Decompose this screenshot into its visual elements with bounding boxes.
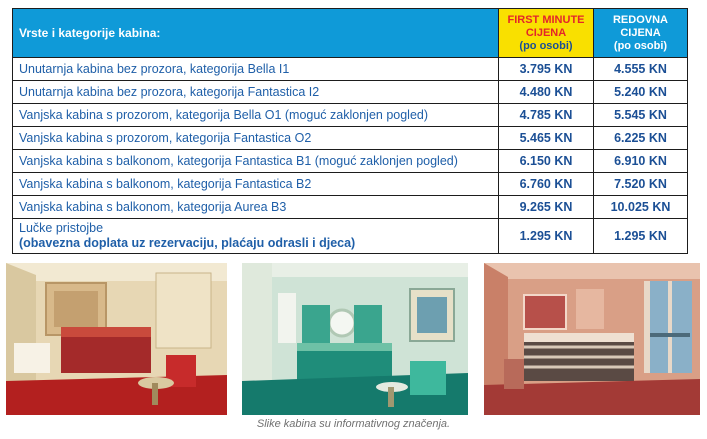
- table-row: [13, 196, 688, 219]
- cabin-photos: [0, 263, 707, 415]
- table-row: [13, 127, 688, 150]
- cabin-name: Vanjska kabina s balkonom, kategorija Fantastica B2: [13, 173, 499, 196]
- regular-price: 6.910 KN: [594, 150, 688, 173]
- table-row: [13, 173, 688, 196]
- first-minute-per-person: (po osobi): [519, 39, 573, 52]
- cabin-balcony-photo: [484, 263, 700, 415]
- port-fees-cell: [13, 219, 499, 254]
- port-fees-first-minute: 1.295 KN: [499, 219, 594, 254]
- regular-price: 5.240 KN: [594, 81, 688, 104]
- category-column-header: Vrste i kategorije kabina:: [13, 9, 499, 58]
- regular-price: 5.545 KN: [594, 104, 688, 127]
- first-minute-price: 6.760 KN: [499, 173, 594, 196]
- first-minute-price: 9.265 KN: [499, 196, 594, 219]
- first-minute-price: 4.480 KN: [499, 81, 594, 104]
- port-fees-regular: 1.295 KN: [594, 219, 688, 254]
- cabin-name: Unutarnja kabina bez prozora, kategorija Bella I1: [13, 58, 499, 81]
- cabin-name: Vanjska kabina s balkonom, kategorija Aurea B3: [13, 196, 499, 219]
- photo-caption: Slike kabina su informativnog značenja.: [256, 418, 451, 430]
- first-minute-title: FIRST MINUTE: [507, 13, 585, 26]
- regular-price: 10.025 KN: [594, 196, 688, 219]
- regular-price: 7.520 KN: [594, 173, 688, 196]
- regular-price: 4.555 KN: [594, 58, 688, 81]
- regular-price-label: CIJENA: [620, 26, 661, 39]
- table-row: [13, 58, 688, 81]
- table-row: [13, 150, 688, 173]
- first-minute-price: 3.795 KN: [499, 58, 594, 81]
- port-fees-note: (obavezna doplata uz rezervaciju, plaćaju odrasli i djeca): [19, 236, 356, 250]
- regular-price: 6.225 KN: [594, 127, 688, 150]
- cabin-name: Unutarnja kabina bez prozora, kategorija Fantastica I2: [13, 81, 499, 104]
- table-row: [13, 104, 688, 127]
- table-row: [13, 81, 688, 104]
- cabin-porthole-photo: [242, 263, 468, 415]
- cabin-interior-photo: [6, 263, 227, 415]
- regular-per-person: (po osobi): [613, 39, 668, 52]
- cabin-name: Vanjska kabina s prozorom, kategorija Bella O1 (moguć zaklonjen pogled): [13, 104, 499, 127]
- table-header-row: [13, 9, 688, 58]
- port-fees-label: Lučke pristojbe: [19, 221, 104, 235]
- first-minute-price-label: CIJENA: [525, 26, 567, 39]
- first-minute-price: 5.465 KN: [499, 127, 594, 150]
- cabin-name: Vanjska kabina s balkonom, kategorija Fantastica B1 (moguć zaklonjen pogled): [13, 150, 499, 173]
- port-fees-row: [13, 219, 688, 254]
- first-minute-price: 6.150 KN: [499, 150, 594, 173]
- cabin-name: Vanjska kabina s prozorom, kategorija Fantastica O2: [13, 127, 499, 150]
- cabin-price-table: [12, 8, 688, 254]
- first-minute-price: 4.785 KN: [499, 104, 594, 127]
- first-minute-column-header: [499, 9, 594, 58]
- regular-column-header: [594, 9, 688, 58]
- regular-title: REDOVNA: [612, 13, 668, 26]
